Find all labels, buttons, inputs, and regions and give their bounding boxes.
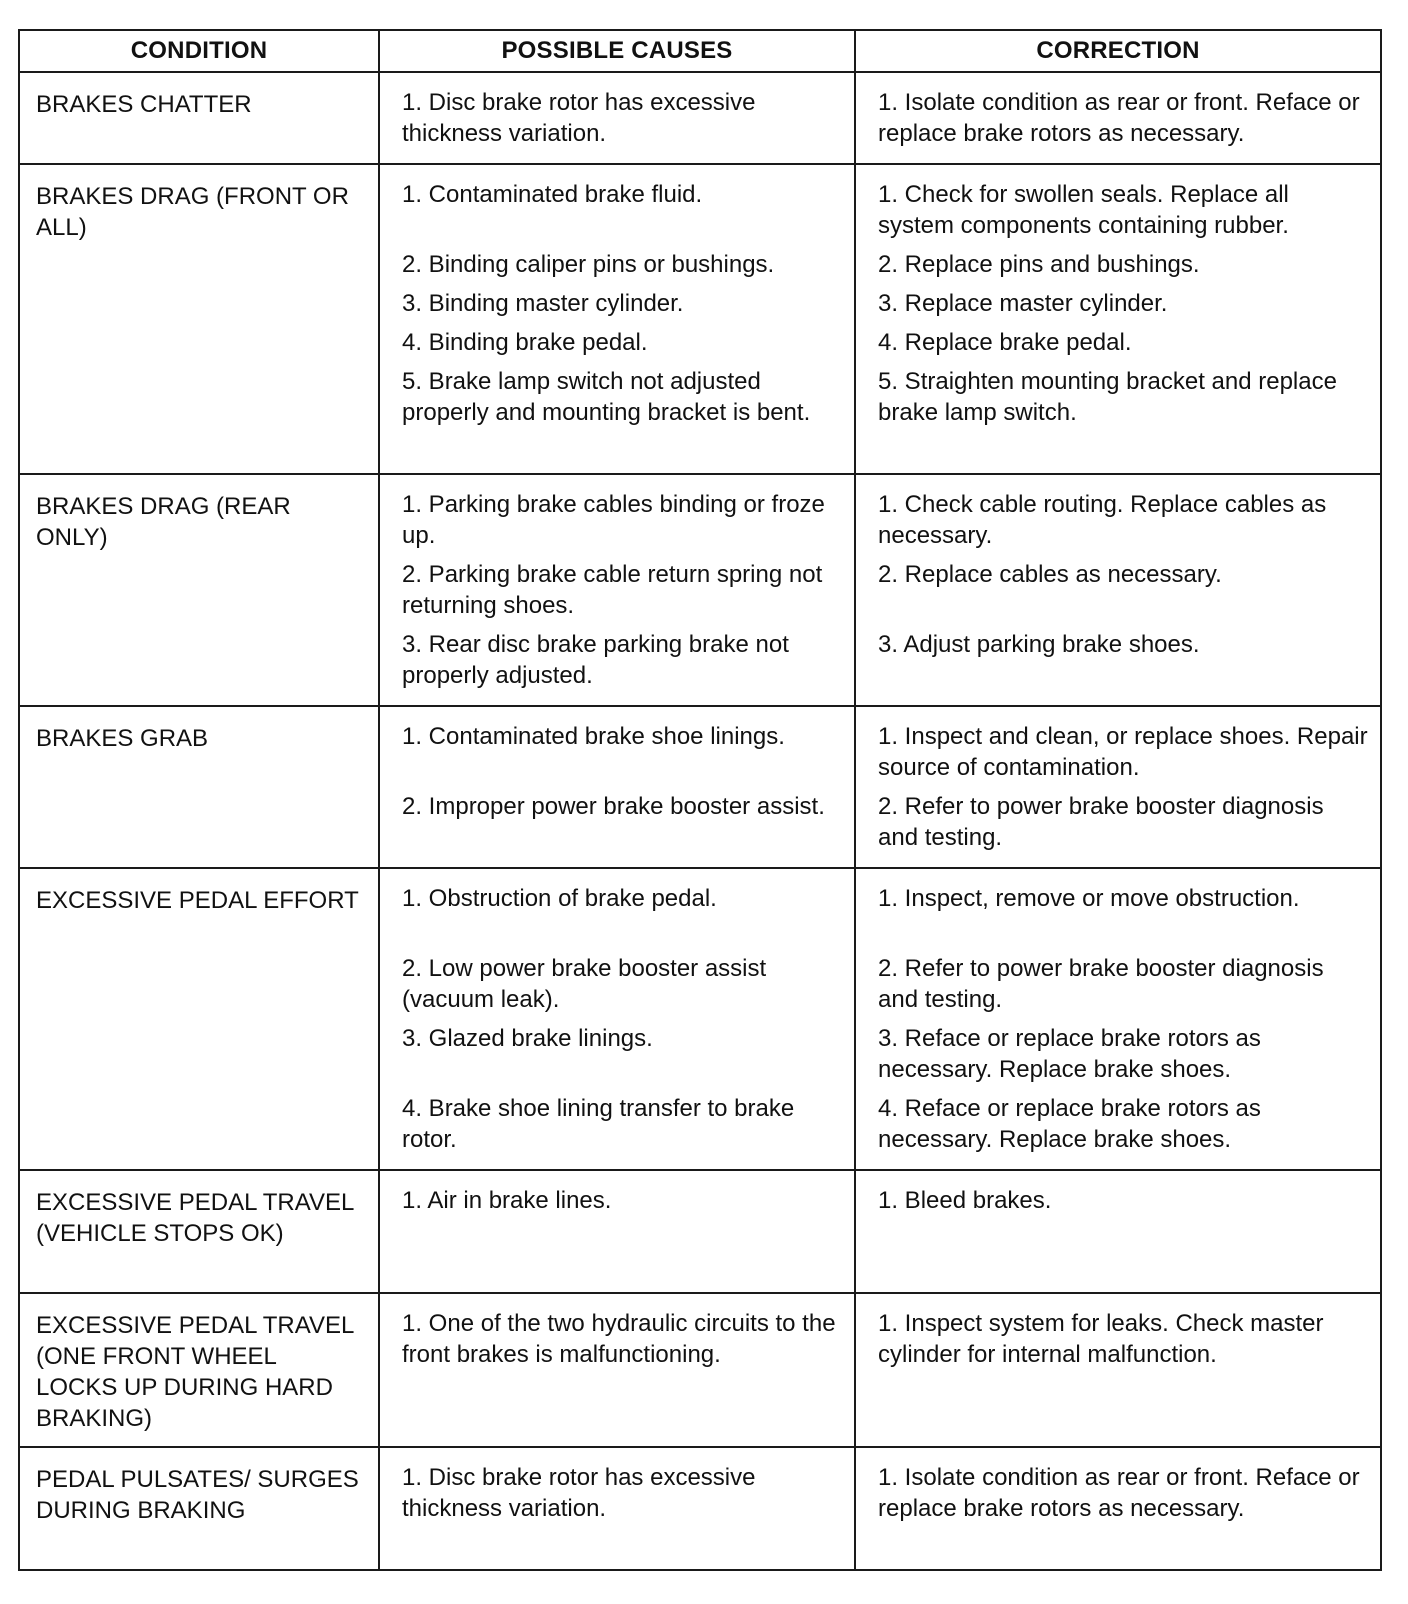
correction-entry: 2. Replace cables as necessary. (878, 561, 1222, 588)
condition-cell: PEDAL PULSATES/ SURGES DURING BRAKING (19, 1447, 379, 1570)
brake-diagnosis-table (18, 29, 1382, 1571)
cause-entry: 2. Improper power brake booster assist. (402, 793, 825, 820)
cause-entry: 3. Binding master cylinder. (402, 290, 684, 317)
condition-cell: EXCESSIVE PEDAL TRAVEL (VEHICLE STOPS OK) (19, 1170, 379, 1293)
table-row (19, 72, 1381, 164)
condition-cell: BRAKES DRAG (REAR ONLY) (19, 474, 379, 706)
condition-cell: EXCESSIVE PEDAL EFFORT (19, 868, 379, 1170)
cause-entry: 1. One of the two hydraulic circuits to the front brakes is malfunctioning. (402, 1310, 836, 1368)
correction-entry: 5. Straighten mounting bracket and replace brake lamp switch. (878, 368, 1337, 426)
correction-entry: 4. Replace brake pedal. (878, 329, 1132, 356)
correction-cell (855, 706, 1381, 868)
correction-entry: 1. Check for swollen seals. Replace all system components containing rubber. (878, 181, 1289, 239)
correction-entry: 2. Refer to power brake booster diagnosis and testing. (878, 955, 1324, 1013)
cause-entry: 1. Disc brake rotor has excessive thickness variation. (402, 89, 756, 147)
possible-causes-cell (379, 1447, 855, 1570)
possible-causes-cell (379, 474, 855, 706)
correction-cell (855, 1293, 1381, 1447)
cause-entry: 1. Contaminated brake shoe linings. (402, 723, 785, 750)
cause-entry: 2. Low power brake booster assist (vacuum leak). (402, 955, 767, 1013)
header-correction: CORRECTION (855, 30, 1381, 72)
cause-entry: 3. Rear disc brake parking brake not properly adjusted. (402, 631, 789, 689)
correction-cell (855, 72, 1381, 164)
correction-entry: 2. Refer to power brake booster diagnosis and testing. (878, 793, 1324, 851)
possible-causes-cell (379, 868, 855, 1170)
condition-cell: EXCESSIVE PEDAL TRAVEL (ONE FRONT WHEEL LOCKS UP DURING HARD BRAKING) (19, 1293, 379, 1447)
correction-entry: 1. Isolate condition as rear or front. Reface or replace brake rotors as necessary. (878, 89, 1360, 147)
correction-cell (855, 1447, 1381, 1570)
possible-causes-cell (379, 72, 855, 164)
table-row (19, 1170, 1381, 1293)
cause-entry: 1. Air in brake lines. (402, 1187, 612, 1214)
correction-cell (855, 164, 1381, 474)
cause-entry: 2. Parking brake cable return spring not returning shoes. (402, 561, 823, 619)
cause-entry: 1. Parking brake cables binding or froze up. (402, 491, 825, 549)
table-row (19, 1293, 1381, 1447)
correction-entry: 1. Inspect system for leaks. Check master cylinder for internal malfunction. (878, 1310, 1324, 1368)
possible-causes-cell (379, 1170, 855, 1293)
correction-entry: 1. Inspect, remove or move obstruction. (878, 885, 1300, 912)
possible-causes-cell (379, 1293, 855, 1447)
condition-cell: BRAKES CHATTER (19, 72, 379, 164)
table-row (19, 868, 1381, 1170)
header-possible-causes: POSSIBLE CAUSES (379, 30, 855, 72)
diagnosis-table-container (18, 29, 1380, 1571)
correction-cell (855, 868, 1381, 1170)
correction-entry: 1. Inspect and clean, or replace shoes. Repair source of contamination. (878, 723, 1368, 781)
cause-entry: 4. Brake shoe lining transfer to brake rotor. (402, 1095, 795, 1153)
correction-entry: 1. Isolate condition as rear or front. Reface or replace brake rotors as necessary. (878, 1464, 1360, 1522)
correction-entry: 3. Replace master cylinder. (878, 290, 1168, 317)
correction-cell (855, 1170, 1381, 1293)
table-row (19, 474, 1381, 706)
cause-entry: 3. Glazed brake linings. (402, 1025, 653, 1052)
cause-entry: 1. Contaminated brake fluid. (402, 181, 703, 208)
table-header-row (19, 30, 1381, 72)
cause-entry: 5. Brake lamp switch not adjusted properly and mounting bracket is bent. (402, 368, 811, 426)
correction-entry: 3. Adjust parking brake shoes. (878, 631, 1200, 658)
table-row (19, 164, 1381, 474)
correction-entry: 1. Bleed brakes. (878, 1187, 1052, 1214)
correction-entry: 2. Replace pins and bushings. (878, 251, 1200, 278)
table-row (19, 1447, 1381, 1570)
cause-entry: 1. Obstruction of brake pedal. (402, 885, 717, 912)
correction-entry: 4. Reface or replace brake rotors as necessary. Replace brake shoes. (878, 1095, 1261, 1153)
correction-cell (855, 474, 1381, 706)
correction-entry: 3. Reface or replace brake rotors as necessary. Replace brake shoes. (878, 1025, 1261, 1083)
possible-causes-cell (379, 164, 855, 474)
table-body (19, 72, 1381, 1570)
table-row (19, 706, 1381, 868)
condition-cell: BRAKES GRAB (19, 706, 379, 868)
header-condition: CONDITION (19, 30, 379, 72)
cause-entry: 2. Binding caliper pins or bushings. (402, 251, 775, 278)
condition-cell: BRAKES DRAG (FRONT OR ALL) (19, 164, 379, 474)
cause-entry: 1. Disc brake rotor has excessive thickness variation. (402, 1464, 756, 1522)
cause-entry: 4. Binding brake pedal. (402, 329, 648, 356)
correction-entry: 1. Check cable routing. Replace cables as necessary. (878, 491, 1327, 549)
possible-causes-cell (379, 706, 855, 868)
